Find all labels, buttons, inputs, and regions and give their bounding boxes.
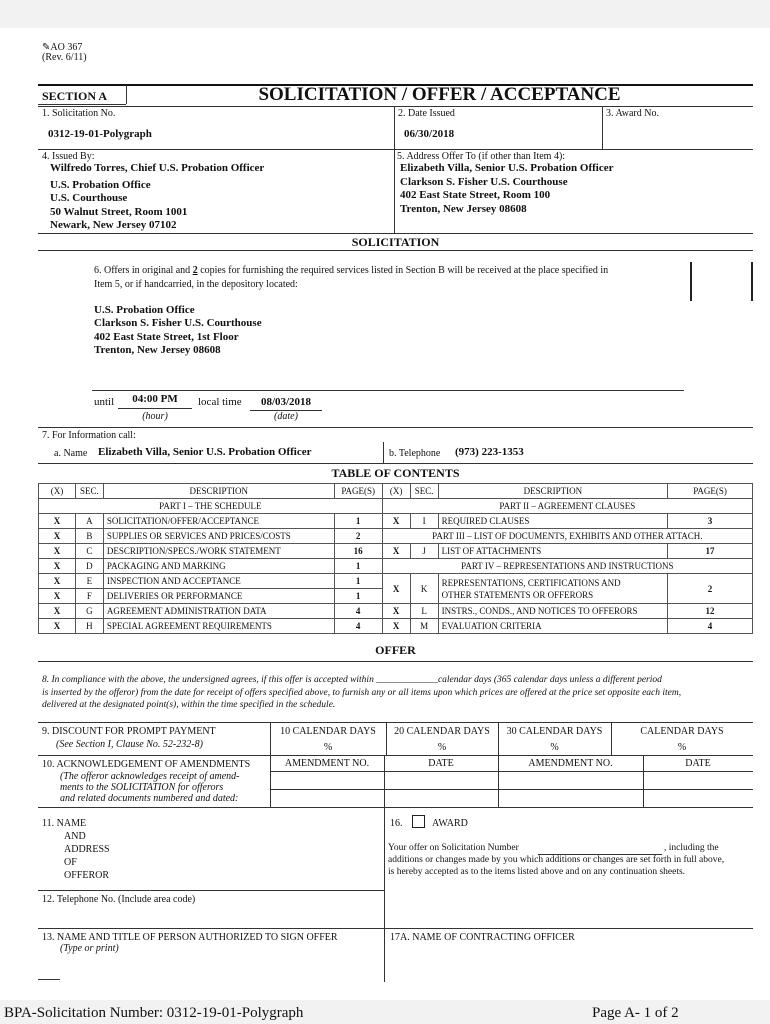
info-name-label: a. Name [54, 448, 88, 459]
date-issued-label: 2. Date Issued [398, 108, 455, 119]
amendment-no-col-1: AMENDMENT NO. [284, 758, 370, 769]
toc-heading: TABLE OF CONTENTS [331, 466, 460, 480]
award-text-1b: , including the [664, 843, 719, 853]
award-text-2: additions or changes made by you which additions or changes are set forth in full above, [388, 855, 725, 865]
item13-sub: (Type or print) [60, 943, 119, 954]
table-row: X F DELIVERIES OR PERFORMANCE 1 [39, 589, 753, 604]
footer-page-number: Page A- 1 of 2 [592, 1005, 679, 1021]
amendment-date-col-2: DATE [685, 758, 711, 769]
award-text-1: Your offer on Solicitation Number [388, 843, 519, 853]
item16-num: 16. [390, 818, 403, 829]
item12-label: 12. Telephone No. (Include area code) [42, 894, 196, 905]
item6-text: 6. Offers in original and 2 copies for furnishing the required services listed in Section B will be received at the place specified in [94, 265, 609, 276]
discount-col-other: CALENDAR DAYS [640, 726, 724, 737]
table-row: PART I – THE SCHEDULE PART II – AGREEMENT CLAUSES [39, 499, 753, 514]
table-of-contents [38, 483, 753, 634]
date-issued: 06/30/2018 [404, 128, 455, 140]
solicitation-no: 0312-19-01-Polygraph [48, 128, 152, 140]
discount-col-10: 10 CALENDAR DAYS [280, 726, 376, 737]
amendment-date-col-1: DATE [428, 758, 454, 769]
info-tel-label: b. Telephone [389, 448, 441, 459]
address-offer-block: Elizabeth Villa, Senior U.S. Probation Officer Clarkson S. Fisher U.S. Courthouse 402 East State Street, Room 100 Trenton, New Jersey 08608 [400, 162, 614, 215]
discount-col-30: 30 CALENDAR DAYS [506, 726, 603, 737]
award-checkbox[interactable] [412, 815, 425, 828]
section-label: SECTION A [42, 89, 108, 103]
table-row: X A SOLICITATION/OFFER/ACCEPTANCE 1 X I REQUIRED CLAUSES 3 [39, 514, 753, 529]
top-margin-band [0, 0, 770, 28]
info-tel: (973) 223-1353 [455, 446, 524, 458]
item8-line3: delivered at the designated point(s), within the time specified in the schedule. [42, 700, 336, 710]
issued-by-block: Wilfredo Torres, Chief U.S. Probation Officer U.S. Probation Office U.S. Courthouse 50 Walnut Street, Room 1001 Newark, New Jersey 07102 [50, 162, 265, 231]
offer-heading: OFFER [375, 643, 416, 657]
info-call-label: 7. For Information call: [42, 430, 136, 441]
pencil-icon: ✎ [42, 42, 51, 53]
item8-line1: 8. In compliance with the above, the undersigned agrees, if this offer is accepted within _____________calendar days (365 calendar days unless a different period [42, 675, 662, 685]
form-id: ✎AO 367 [42, 42, 83, 53]
issued-by-label: 4. Issued By: [42, 151, 95, 162]
hour-caption: (hour) [142, 411, 168, 422]
item13-label: 13. NAME AND TITLE OF PERSON AUTHORIZED TO SIGN OFFER [42, 932, 338, 943]
until-time: 04:00 PM [132, 393, 178, 405]
item9-sub: (See Section I, Clause No. 52-232-8) [56, 739, 203, 750]
table-row: X E INSPECTION AND ACCEPTANCE 1 X K REPRESENTATIONS, CERTIFICATIONS AND OTHER STATEMENTS OR OFFERORS 2 [39, 574, 753, 589]
item8-line2: is inserted by the offeror) from the date for receipt of offers specified above, to furnish any or all items upon which prices are offered at the price set opposite each item, [42, 688, 682, 698]
page-title: SOLICITATION / OFFER / ACCEPTANCE [258, 84, 621, 105]
depository-address: U.S. Probation Office Clarkson S. Fisher U.S. Courthouse 402 East State Street, 1st Floor Trenton, New Jersey 08608 [94, 304, 262, 356]
toc-header-row: (X) SEC. DESCRIPTION PAGE(S) (X) SEC. DESCRIPTION PAGE(S) [39, 484, 753, 499]
solicitation-heading: SOLICITATION [351, 235, 440, 249]
solicitation-no-label: 1. Solicitation No. [42, 108, 116, 119]
table-row: X D PACKAGING AND MARKING 1 PART IV – REPRESENTATIONS AND INSTRUCTIONS [39, 559, 753, 574]
date-caption: (date) [274, 411, 298, 422]
table-row: X G AGREEMENT ADMINISTRATION DATA 4 X L INSTRS., CONDS., AND NOTICES TO OFFERORS 12 [39, 604, 753, 619]
table-row: X H SPECIAL AGREEMENT REQUIREMENTS 4 X M EVALUATION CRITERIA 4 [39, 619, 753, 634]
award-label: AWARD [432, 818, 468, 829]
award-text-3: is hereby accepted as to the items listed above and on any continuation sheets. [388, 867, 686, 877]
table-row: X B SUPPLIES OR SERVICES AND PRICES/COSTS 2 PART III – LIST OF DOCUMENTS, EXHIBITS AND OTHER ATTACH. [39, 529, 753, 544]
address-offer-label: 5. Address Offer To (if other than Item 4): [397, 151, 566, 162]
info-name: Elizabeth Villa, Senior U.S. Probation Officer [98, 446, 312, 458]
form-rev: (Rev. 6/11) [42, 52, 87, 63]
item6-text-cont: Item 5, or if handcarried, in the depository located: [94, 279, 298, 290]
table-row: X C DESCRIPTION/SPECS./WORK STATEMENT 16 X J LIST OF ATTACHMENTS 17 [39, 544, 753, 559]
item11-label: 11. NAME AND ADDRESS OF OFFEROR [42, 818, 110, 881]
item10-sub: (The offeror acknowledges receipt of amend- ments to the SOLICITATION for offerors and related documents numbered and dated: [60, 771, 240, 804]
item9-label: 9. DISCOUNT FOR PROMPT PAYMENT [42, 726, 216, 737]
footer-solicitation-number: BPA-Solicitation Number: 0312-19-01-Polygraph [4, 1005, 304, 1021]
until-date: 08/03/2018 [260, 396, 312, 408]
amendment-no-col-2: AMENDMENT NO. [528, 758, 613, 769]
until-label: until [94, 396, 115, 408]
discount-col-20: 20 CALENDAR DAYS [394, 726, 490, 737]
local-time-label: local time [198, 396, 242, 408]
award-no-label: 3. Award No. [606, 108, 659, 119]
item17a-label: 17A. NAME OF CONTRACTING OFFICER [390, 932, 575, 943]
item10-label: 10. ACKNOWLEDGEMENT OF AMENDMENTS [42, 759, 251, 770]
